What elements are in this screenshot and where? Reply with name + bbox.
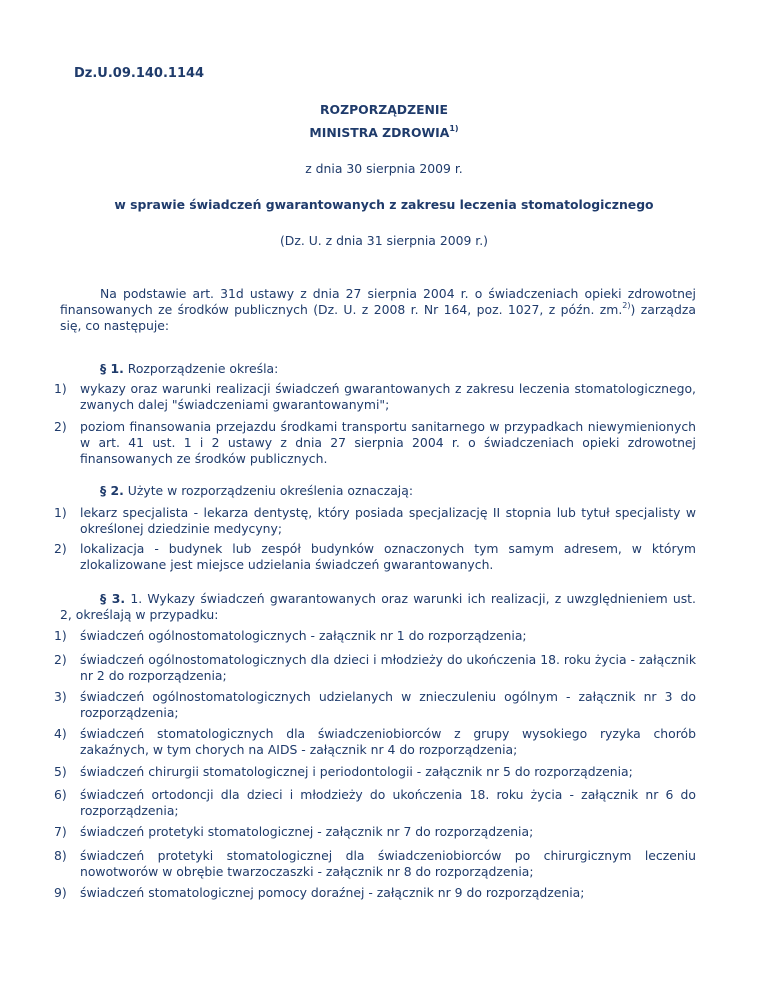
section-2-intro: Użyte w rozporządzeniu określenia oznaczają: <box>127 483 414 498</box>
list-item <box>54 505 696 537</box>
list-item <box>54 628 696 644</box>
list-item-text: świadczeń ogólnostomatologicznych udzielanych w znieczuleniu ogólnym - załącznik nr 3 do rozporządzenia; <box>80 689 696 720</box>
document-date: z dnia 30 sierpnia 2009 r. <box>305 161 463 176</box>
list-item-number: 1) <box>54 505 67 520</box>
list-item-text: poziom finansowania przejazdu środkami transportu sanitarnego w przypadkach niewymienionych w art. 41 ust. 1 i 2 ustawy z dnia 27 sierpnia 2004 r. o świadczeniach opieki zdrowotnej finansowanych ze środków publicznych. <box>80 419 696 466</box>
preamble-text-end: ) zarządza się, co następuje: <box>60 302 696 333</box>
preamble <box>60 286 696 334</box>
section-2-label: § 2. <box>100 483 124 498</box>
list-item-number: 2) <box>54 419 67 434</box>
list-item <box>54 652 696 684</box>
list-item <box>54 848 696 880</box>
section-3-intro: 1. Wykazy świadczeń gwarantowanych oraz warunki ich realizacji, z uwzględnieniem ust. 2, określają w przypadku: <box>60 591 696 622</box>
preamble-text: Na podstawie art. 31d ustawy z dnia 27 sierpnia 2004 r. o świadczeniach opieki zdrowotnej finansowanych ze środków publicznych (Dz. U. z 2008 r. Nr 164, poz. 1027, z późn. zm. <box>60 286 696 317</box>
list-item <box>54 885 696 901</box>
list-item <box>54 764 696 780</box>
list-item-number: 3) <box>54 689 67 704</box>
list-item-number: 1) <box>54 381 67 396</box>
list-item-text: świadczeń ogólnostomatologicznych dla dzieci i młodzieży do ukończenia 18. roku życia - załącznik nr 2 do rozporządzenia; <box>80 652 696 683</box>
list-item-number: 2) <box>54 541 67 556</box>
section-3-label: § 3. <box>100 591 126 606</box>
list-item-number: 7) <box>54 824 67 839</box>
list-item-number: 9) <box>54 885 67 900</box>
section-1-label: § 1. <box>100 361 124 376</box>
list-item-number: 8) <box>54 848 67 863</box>
list-item-text: świadczeń stomatologicznych dla świadczeniobiorców z grupy wysokiego ryzyka chorób zakaźnych, w tym chorych na AIDS - załącznik nr 4 do rozporządzenia; <box>80 726 696 757</box>
section-1-heading <box>60 361 696 377</box>
list-item <box>54 419 696 467</box>
list-item <box>54 726 696 758</box>
list-item-number: 1) <box>54 628 67 643</box>
list-item-text: lekarz specjalista - lekarza dentystę, który posiada specjalizację II stopnia lub tytuł specjalisty w określonej dziedzinie medycyny; <box>80 505 696 536</box>
list-item-text: świadczeń protetyki stomatologicznej dla świadczeniobiorców po chirurgicznym leczeniu nowotworów w obrębie twarzoczaszki - załącznik nr 8 do rozporządzenia; <box>80 848 696 879</box>
list-item-text: świadczeń protetyki stomatologicznej - załącznik nr 7 do rozporządzenia; <box>80 824 534 839</box>
section-3-heading <box>60 591 696 623</box>
preamble-footnote[interactable]: 2) <box>622 301 631 310</box>
journal-reference: Dz.U.09.140.1144 <box>74 66 205 81</box>
list-item <box>54 824 696 840</box>
list-item <box>54 541 696 573</box>
issuer-name: MINISTRA ZDROWIA <box>309 125 450 140</box>
list-item-number: 2) <box>54 652 67 667</box>
list-item-number: 5) <box>54 764 67 779</box>
document-subject: w sprawie świadczeń gwarantowanych z zakresu leczenia stomatologicznego <box>114 197 654 212</box>
list-item-text: świadczeń stomatologicznej pomocy doraźnej - załącznik nr 9 do rozporządzenia; <box>80 885 585 900</box>
section-1-intro: Rozporządzenie określa: <box>127 361 279 376</box>
list-item <box>54 787 696 819</box>
list-item-text: świadczeń chirurgii stomatologicznej i periodontologii - załącznik nr 5 do rozporządzenia; <box>80 764 633 779</box>
list-item-text: świadczeń ogólnostomatologicznych - załącznik nr 1 do rozporządzenia; <box>80 628 527 643</box>
issuer-footnote[interactable]: 1) <box>449 124 459 133</box>
list-item-text: lokalizacja - budynek lub zespół budynków oznaczonych tym samym adresem, w którym zlokalizowane jest miejsce udzielania świadczeń gwarantowanych. <box>80 541 696 572</box>
list-item-number: 6) <box>54 787 67 802</box>
document-title: ROZPORZĄDZENIE <box>320 102 448 117</box>
issuer <box>0 125 768 141</box>
list-item-text: wykazy oraz warunki realizacji świadczeń gwarantowanych z zakresu leczenia stomatologicznego, zwanych dalej "świadczeniami gwarantowanymi"; <box>80 381 696 412</box>
list-item-number: 4) <box>54 726 67 741</box>
section-2-heading <box>60 483 696 499</box>
list-item-text: świadczeń ortodoncji dla dzieci i młodzieży do ukończenia 18. roku życia - załącznik nr 6 do rozporządzenia; <box>80 787 696 818</box>
publication-note: (Dz. U. z dnia 31 sierpnia 2009 r.) <box>279 233 489 248</box>
list-item <box>54 689 696 721</box>
list-item <box>54 381 696 413</box>
